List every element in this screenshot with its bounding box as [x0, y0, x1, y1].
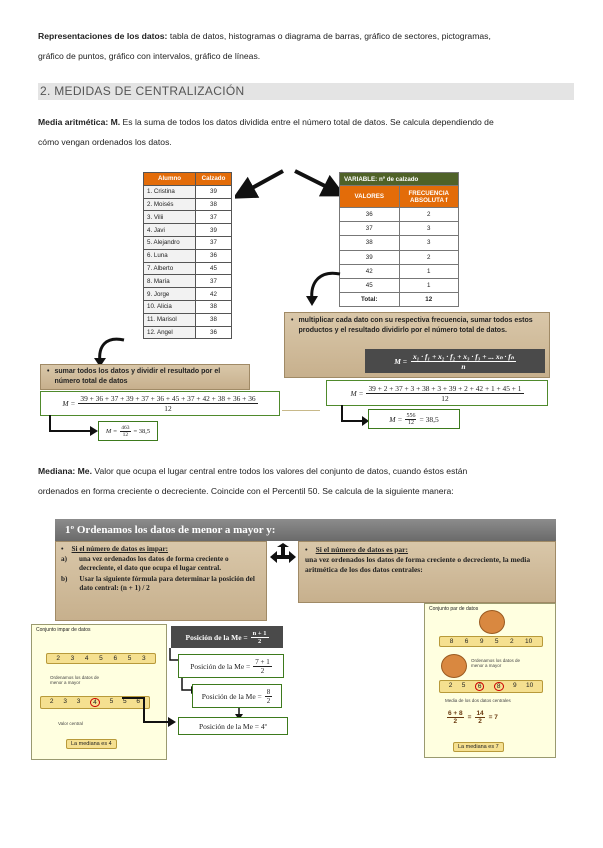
table-cell: 45 [196, 262, 232, 275]
table-cell: 37 [196, 275, 232, 288]
impar-heading: Si el número de datos es impar: [71, 545, 169, 553]
result-numerator: 463 [121, 424, 130, 431]
table-row [144, 262, 232, 275]
par-sorted [439, 680, 543, 693]
number: 2 [49, 698, 54, 705]
impar-result: La mediana es 4 [66, 739, 117, 749]
representaciones-label: Representaciones de los datos: [38, 31, 168, 41]
number: 8 [494, 682, 504, 691]
impar-box [55, 541, 267, 621]
table-row [340, 278, 459, 292]
formula-lhs: M = [350, 388, 364, 398]
number: 5 [109, 698, 114, 705]
formula-denominator: 12 [164, 404, 172, 413]
table-cell: 2. Moisés [144, 198, 196, 211]
table-cell: 38 [196, 198, 232, 211]
number: 4 [84, 655, 89, 662]
calc-denominator: 2 [478, 718, 482, 725]
table-row [144, 249, 232, 262]
formula-numerator: 39 + 36 + 37 + 39 + 37 + 36 + 45 + 37 + 42 + 38 + 36 + 36 [80, 394, 256, 403]
table-cell: 42 [340, 264, 400, 278]
formula-lhs: Posición de la Me = [185, 632, 248, 642]
par-example-title: Conjunto par de datos [429, 606, 479, 612]
number: 3 [70, 655, 75, 662]
par-center-caption: Media de los dos datos centrales [445, 698, 511, 703]
table-cell: 45 [340, 278, 400, 292]
table-cell: Total: [340, 293, 400, 307]
position-formula-1 [171, 626, 283, 648]
number: 3 [76, 698, 81, 705]
table-cell: 39 [340, 250, 400, 264]
table-row [144, 300, 232, 313]
table-cell: 42 [196, 288, 232, 301]
position-formula-4 [178, 717, 288, 735]
number: 5 [461, 682, 466, 689]
par-example [424, 603, 556, 758]
table-cell: 39 [196, 224, 232, 237]
table-row [340, 293, 459, 307]
number: 2 [448, 682, 453, 689]
note-sum-bullet: • [47, 368, 50, 375]
calc-result: = 7 [488, 714, 498, 721]
arrows-graphic [235, 165, 345, 205]
alumnos-header-calzado: Calzado [196, 173, 232, 186]
formula-denominator: 2 [266, 696, 271, 705]
result-denominator: 12 [122, 431, 129, 438]
formula-numerator: 8 [266, 687, 271, 696]
table-cell: 7. Alberto [144, 262, 196, 275]
media-text: Es la suma de todos los datos dividida entre el número total de datos. Se calcula dependiendo de [120, 117, 494, 127]
formula-lhs: Posición de la Me = [190, 661, 251, 671]
table-row [144, 275, 232, 288]
result-value: = 38,5 [133, 427, 151, 435]
table-cell: 1 [399, 264, 459, 278]
representaciones-text: tabla de datos, histogramas o diagrama de barras, gráfico de sectores, pictogramas, [167, 31, 491, 41]
impar-b-label: b) [61, 574, 68, 583]
par-bullet: • [305, 545, 308, 554]
table-cell: 37 [196, 236, 232, 249]
number: 6 [136, 698, 141, 705]
result-numerator: 556 [406, 412, 416, 419]
media-text-2: cómo vengan ordenados los datos. [38, 137, 172, 147]
result-lhs: M = [389, 414, 403, 424]
number: 5 [127, 655, 132, 662]
par-result: La mediana es 7 [453, 742, 504, 752]
impar-a-text: una vez ordenados los datos de forma creciente o decreciente, el dato que ocupa el lugar central. [79, 554, 229, 572]
formula-lhs: Posición de la Me = [201, 691, 262, 701]
note-multiply-text: multiplicar cada dato con su respectiva frecuencia, sumar todos estos productos y el resultado dividirlo por el número total de datos. [298, 317, 533, 334]
mediana-label: Mediana: Me. [38, 466, 92, 476]
mediana-text-2: ordenados en forma creciente o decreciente. Coincide con el Percentil 50. Se calcula de la siguiente manera: [38, 486, 454, 496]
number: 6 [464, 638, 469, 645]
table-row [144, 198, 232, 211]
table-cell: 37 [196, 211, 232, 224]
media-label: Media aritmética: M. [38, 117, 121, 127]
table-row [144, 288, 232, 301]
formula-sum [40, 391, 280, 416]
formula-text: Posición de la Me = 4º [198, 721, 267, 731]
number: 3 [142, 655, 146, 662]
table-cell: 38 [340, 236, 400, 250]
number: 10 [526, 682, 534, 689]
number: 3 [63, 698, 67, 705]
table-row [144, 236, 232, 249]
curved-arrow-right-icon [300, 268, 344, 308]
table-row [340, 236, 459, 250]
position-formula-3 [192, 684, 282, 708]
table-row [340, 264, 459, 278]
table-cell: 12 [399, 293, 459, 307]
formula-denominator: n [461, 361, 466, 371]
child-illustration-icon [479, 610, 505, 634]
table-cell: 4. Javi [144, 224, 196, 237]
formula-numerator: 39 + 2 + 37 + 3 + 38 + 3 + 39 + 2 + 42 + 1 + 45 + 1 [368, 383, 522, 393]
result-denominator: 12 [407, 419, 414, 426]
impar-sorted-caption: Ordenamos los datos de menor a mayor [50, 675, 100, 685]
table-cell: 5. Alejandro [144, 236, 196, 249]
result-lhs: M = [105, 427, 118, 435]
table-cell: 2 [399, 208, 459, 222]
number: 6 [113, 655, 118, 662]
representaciones-text-2: gráfico de puntos, gráfico con intervalos, gráfico de líneas. [38, 51, 261, 61]
formula-lhs: M = [394, 356, 408, 366]
number: 9 [512, 682, 517, 689]
number: 5 [123, 698, 127, 705]
alumnos-header-alumno: Alumno [144, 173, 196, 186]
result-frequency [368, 409, 460, 429]
number: 9 [479, 638, 484, 645]
result-sum [98, 421, 158, 441]
elbow-arrow-right [340, 405, 370, 429]
formula-frequency [365, 349, 545, 373]
frequency-header-frecuencia: FRECUENCIA ABSOLUTA f [399, 186, 459, 208]
number: 2 [509, 638, 514, 645]
table-cell: 2 [399, 250, 459, 264]
frequency-caption: VARIABLE: nº de calzado [340, 173, 459, 186]
note-sum [40, 364, 250, 390]
result-value: = 38,5 [419, 414, 439, 424]
impar-center-label: Valor central [58, 721, 83, 726]
formula-denominator: 2 [257, 637, 262, 645]
impar-arrow [120, 692, 178, 728]
frequency-table [339, 172, 459, 307]
impar-b-text: Usar la siguiente fórmula para determinar la posición del dato central: (n + 1) / 2 [79, 574, 255, 592]
table-cell: 37 [340, 222, 400, 236]
curved-arrow-left-icon [86, 334, 130, 368]
formula-frequency-calc [326, 380, 548, 406]
media-paragraph [38, 112, 578, 152]
table-cell: 6. Luna [144, 249, 196, 262]
formula-numerator: x₁ · f₁ + x₂ · f₂ + x₃ · f₃ + ... xₙ · fₙ [413, 351, 514, 361]
impar-example-title: Conjunto impar de datos [36, 627, 91, 633]
number: 10 [525, 638, 533, 645]
table-cell: 36 [340, 208, 400, 222]
formula-numerator: n + 1 [252, 629, 267, 637]
table-cell: 36 [196, 249, 232, 262]
number: 8 [449, 638, 454, 645]
elbow-arrow-left [48, 415, 100, 439]
table-cell: 9. Jorge [144, 288, 196, 301]
note-multiply-bullet: • [291, 317, 294, 324]
table-row [144, 224, 232, 237]
mediana-paragraph [38, 461, 578, 501]
table-cell: 36 [196, 326, 232, 339]
table-cell: 1 [399, 278, 459, 292]
formula-lhs: M = [62, 399, 76, 408]
table-cell: 11. Marisol [144, 313, 196, 326]
number: 4 [90, 698, 100, 707]
table-row [144, 185, 232, 198]
table-row [144, 313, 232, 326]
double-arrow-icon [268, 543, 298, 571]
table-cell: 38 [196, 313, 232, 326]
table-row [144, 326, 232, 339]
formula-sum-underline [282, 410, 320, 411]
impar-unsorted [46, 653, 156, 664]
mediana-text: Valor que ocupa el lugar central entre todos los valores del conjunto de datos, cuando éstos están [91, 466, 468, 476]
table-row [340, 222, 459, 236]
table-cell: 38 [196, 300, 232, 313]
table-cell: 3. Vilii [144, 211, 196, 224]
par-heading: Si el número de datos es par: [315, 545, 409, 554]
frequency-header-valores: VALORES [340, 186, 400, 208]
par-text: una vez ordenados los datos de forma creciente o decreciente, la media aritmética de los dos datos centrales: [305, 555, 531, 574]
note-sum-text: sumar todos los datos y dividir el resultado por el número total de datos [54, 368, 221, 385]
impar-a-label: a) [61, 554, 67, 563]
number: 2 [56, 655, 60, 662]
alumnos-table [143, 172, 232, 339]
representaciones-paragraph [38, 26, 574, 66]
table-cell: 12. Angel [144, 326, 196, 339]
table-row [340, 208, 459, 222]
par-box [298, 541, 556, 603]
par-unsorted [439, 636, 543, 647]
calc-numerator: 6 + 8 [448, 710, 463, 717]
formula-denominator: 12 [441, 393, 449, 403]
table-cell: 39 [196, 185, 232, 198]
impar-bullet: • [61, 545, 64, 553]
table-cell: 3 [399, 222, 459, 236]
table-cell: 3 [399, 236, 459, 250]
number: 5 [494, 638, 499, 645]
equals-sign: = [467, 714, 472, 721]
mediana-panel-title: 1º Ordenamos los datos de menor a mayor y: [55, 519, 556, 541]
child-illustration-icon [441, 654, 467, 678]
section-title: 2. MEDIDAS DE CENTRALIZACIÓN [38, 83, 574, 100]
par-calc [447, 710, 498, 725]
table-cell: 1. Cristina [144, 185, 196, 198]
calc-denominator: 2 [453, 718, 458, 725]
calc-numerator: 14 [476, 710, 484, 717]
position-formula-2 [178, 654, 284, 678]
formula-denominator: 2 [260, 666, 265, 675]
table-cell: 10. Alicia [144, 300, 196, 313]
number: 6 [475, 682, 485, 691]
par-sorted-caption: Ordenamos los datos de menor a mayor [471, 658, 521, 668]
table-cell: 8. María [144, 275, 196, 288]
table-row [144, 211, 232, 224]
number: 5 [99, 655, 103, 662]
formula-numerator: 7 + 1 [255, 657, 270, 666]
table-row [340, 250, 459, 264]
note-multiply [284, 312, 550, 378]
